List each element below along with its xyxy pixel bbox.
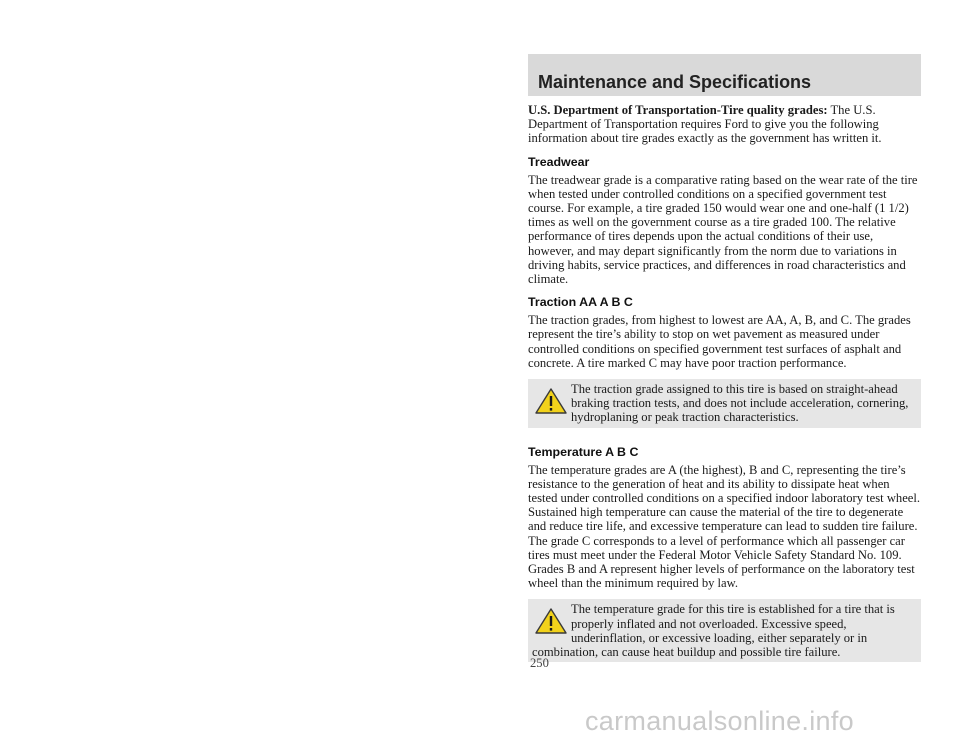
temperature-paragraph: The temperature grades are A (the highest), B and C, representing the tire’s resistance to the generation of heat and its ability to dissipate heat when tested under controlled conditions on a specified indoor laboratory test wheel. Sustained high temperature can cause the material of the tire to degenerate and reduce tire life, and excessive temperature can lead to sudden tire failure. The grade C corresponds to a level of performance which all passenger car tires must meet under the Federal Motor Vehicle Safety Standard No. 109. Grades B and A represent higher levels of performance on the laboratory test wheel than the minimum required by law. [528,462,921,591]
traction-heading: Traction AA A B C [528,295,633,310]
page-number: 250 [530,656,549,670]
temperature-warning-box [528,599,921,662]
page-title: Maintenance and Specifications [538,72,812,92]
section-header [528,54,921,96]
warning-triangle-icon [532,386,570,416]
temperature-heading: Temperature A B C [528,444,639,459]
traction-warning-box [528,379,921,428]
watermark-text: carmanualsonline.info [585,706,854,736]
warning-triangle-icon [532,606,570,636]
intro-text: The U.S. Department of Transportation requires Ford to give you the following information about tire grades exactly as the government has written it. [528,103,882,146]
manual-page [528,0,921,742]
intro-lead: U.S. Department of Transportation-Tire quality grades: [528,103,828,117]
treadwear-paragraph: The treadwear grade is a comparative rating based on the wear rate of the tire when tested under controlled conditions on a specified government test course. For example, a tire graded 150 would wear one and one-half (1 1/2) times as well on the government course as a tire graded 100. The relative performance of tires depends upon the actual conditions of their use, however, and may depart significantly from the norm due to variations in driving habits, service practices, and differences in road characteristics and climate. [528,172,918,287]
traction-warning-text: The traction grade assigned to this tire is based on straight-ahead braking traction tests, and does not include acceleration, cornering, hydroplaning or peak traction characteristics. [571,382,909,425]
treadwear-heading: Treadwear [528,154,590,169]
intro-paragraph [528,103,921,146]
temperature-warning-text: The temperature grade for this tire is established for a tire that is properly inflated and not overloaded. Excessive speed, underinflation, or excessive loading, either separately or in combination, can cause heat buildup and possible tire failure. [532,602,895,660]
page-content [528,103,921,671]
traction-paragraph: The traction grades, from highest to lowest are AA, A, B, and C. The grades represent the tire’s ability to stop on wet pavement as measured under controlled conditions on specified government test surfaces of asphalt and concrete. A tire marked C may have poor traction performance. [528,313,911,370]
